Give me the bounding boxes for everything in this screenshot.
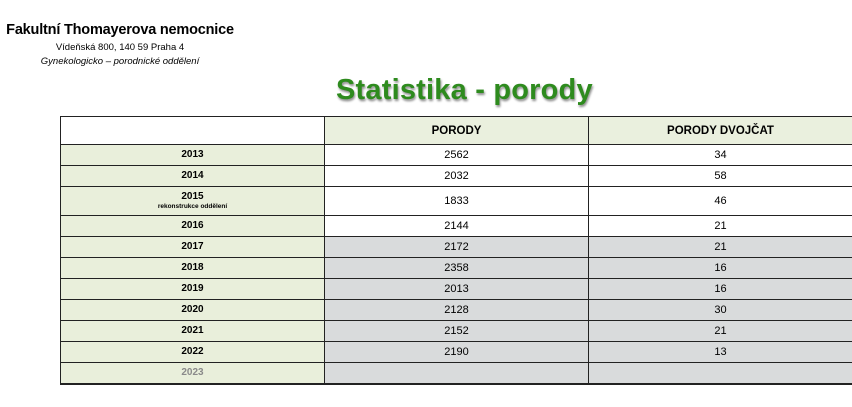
page-title: Statistika - porody — [336, 74, 593, 106]
hospital-header — [0, 22, 240, 67]
table-row — [61, 342, 852, 363]
twin-births-cell: 13 — [589, 342, 852, 363]
births-cell: 2144 — [325, 216, 589, 237]
twin-births-cell — [589, 363, 852, 385]
births-cell: 2562 — [325, 145, 589, 166]
table-row — [61, 258, 852, 279]
table-row — [61, 166, 852, 187]
births-cell: 2358 — [325, 258, 589, 279]
births-cell: 2032 — [325, 166, 589, 187]
table-header-row — [61, 117, 852, 145]
births-cell: 2190 — [325, 342, 589, 363]
twin-births-cell: 16 — [589, 279, 852, 300]
year-cell — [61, 300, 325, 321]
twin-births-cell: 21 — [589, 321, 852, 342]
table-row — [61, 363, 852, 385]
header-corner-cell — [61, 117, 325, 145]
twin-births-cell: 30 — [589, 300, 852, 321]
table-row — [61, 187, 852, 216]
year-cell — [61, 321, 325, 342]
year-label: 2017 — [181, 241, 204, 252]
year-cell — [61, 279, 325, 300]
twin-births-cell: 58 — [589, 166, 852, 187]
year-label: 2014 — [181, 170, 204, 181]
year-label: 2013 — [181, 149, 204, 160]
year-label: 2018 — [181, 262, 204, 273]
births-cell — [325, 363, 589, 385]
year-label: 2023 — [181, 367, 204, 378]
year-label: 2022 — [181, 346, 204, 357]
year-cell — [61, 237, 325, 258]
births-cell: 1833 — [325, 187, 589, 216]
twin-births-cell: 16 — [589, 258, 852, 279]
twin-births-cell: 21 — [589, 237, 852, 258]
twin-births-cell: 46 — [589, 187, 852, 216]
births-cell: 2128 — [325, 300, 589, 321]
table-row — [61, 237, 852, 258]
table-row — [61, 216, 852, 237]
year-label: 2015 — [181, 191, 204, 202]
table-row — [61, 145, 852, 166]
table-row — [61, 321, 852, 342]
year-label: 2020 — [181, 304, 204, 315]
year-cell — [61, 166, 325, 187]
year-cell — [61, 342, 325, 363]
year-note: rekonstrukce oddělení — [157, 203, 228, 210]
year-cell — [61, 258, 325, 279]
year-label: 2019 — [181, 283, 204, 294]
table-row — [61, 279, 852, 300]
year-cell — [61, 216, 325, 237]
year-cell — [61, 145, 325, 166]
year-label: 2021 — [181, 325, 204, 336]
births-statistics-table — [60, 116, 852, 385]
header-births: PORODY — [325, 117, 589, 145]
year-cell — [61, 187, 325, 216]
hospital-name: Fakultní Thomayerova nemocnice — [6, 22, 234, 38]
twin-births-cell: 34 — [589, 145, 852, 166]
table-row — [61, 300, 852, 321]
header-twin-births: PORODY DVOJČAT — [589, 117, 852, 145]
year-label: 2016 — [181, 220, 204, 231]
year-cell — [61, 363, 325, 385]
births-cell: 2013 — [325, 279, 589, 300]
twin-births-cell: 21 — [589, 216, 852, 237]
births-cell: 2152 — [325, 321, 589, 342]
hospital-address: Vídeňská 800, 140 59 Praha 4 — [55, 42, 185, 53]
department-name: Gynekologicko – porodnické oddělení — [40, 56, 200, 67]
births-cell: 2172 — [325, 237, 589, 258]
